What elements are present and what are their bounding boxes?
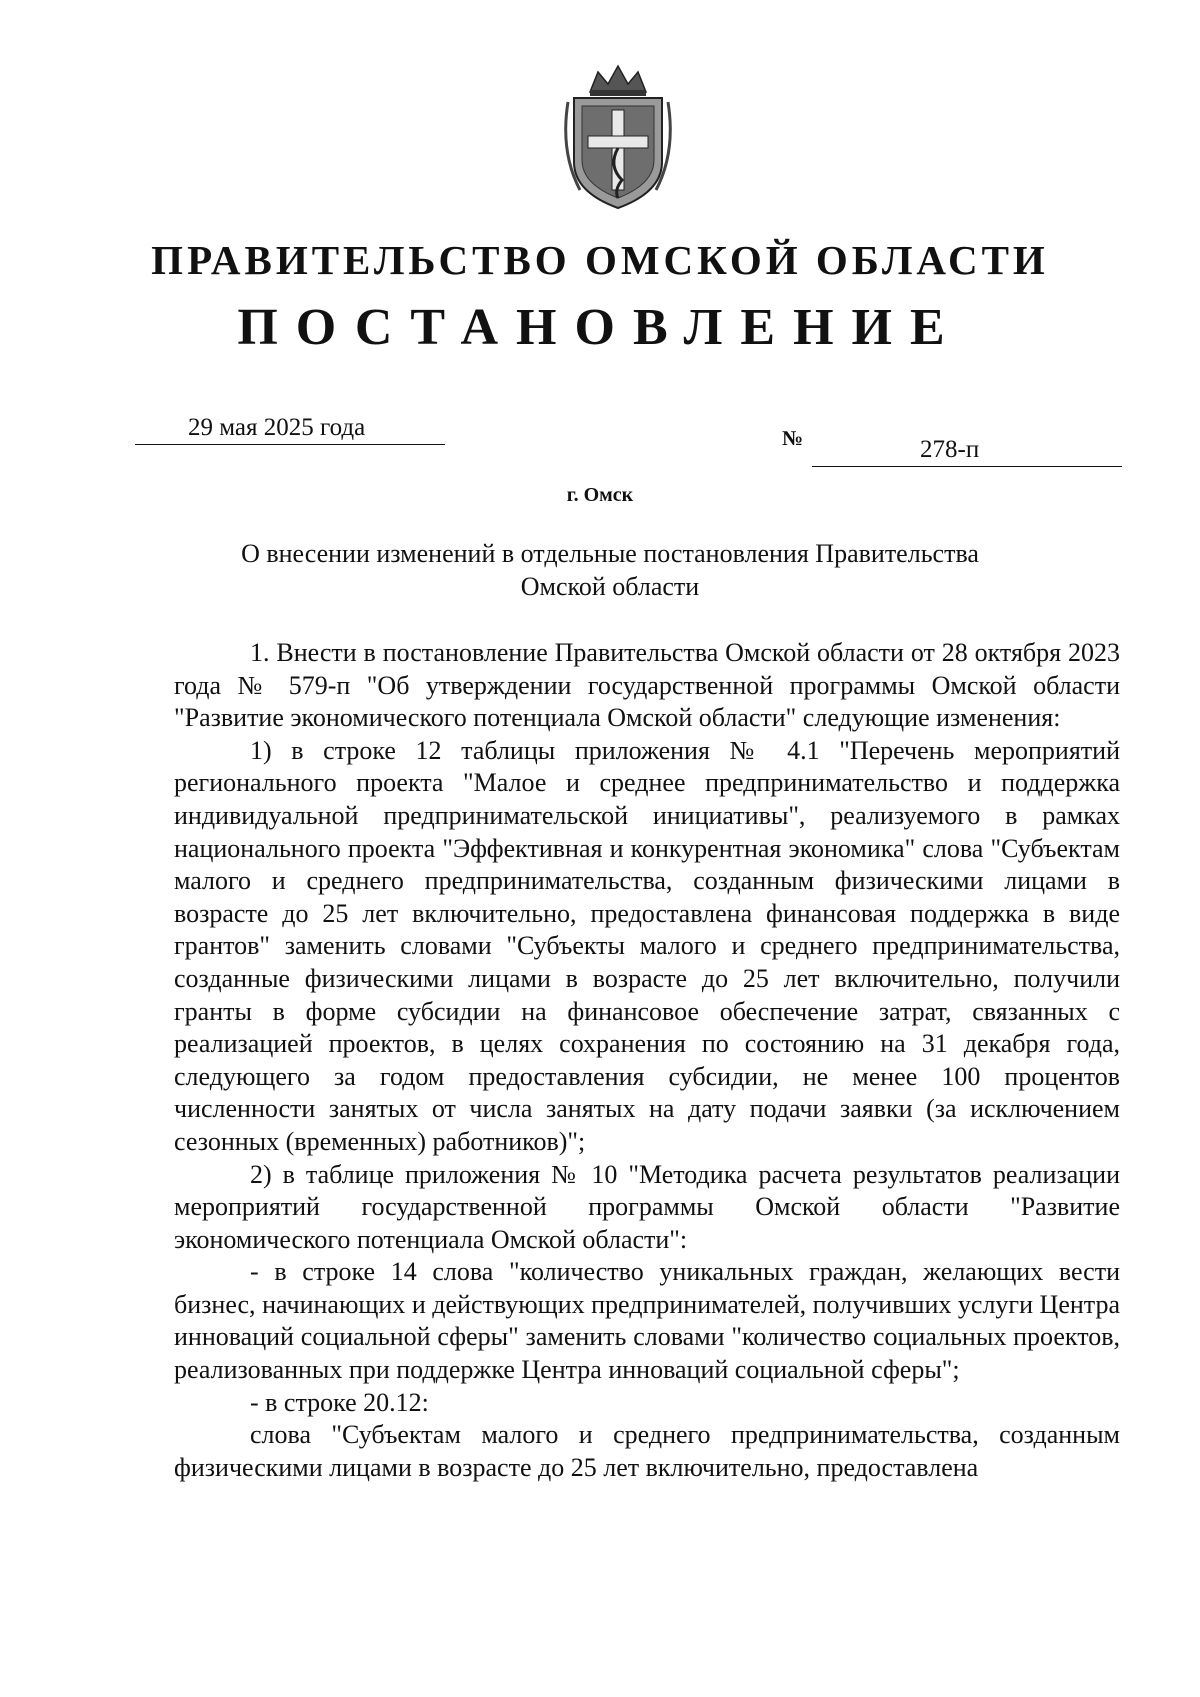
paragraph-5: - в строке 20.12: <box>250 1387 429 1417</box>
paragraph-3: 2) в таблице приложения № 10 "Методика расчета результатов реализации мероприятий государственной программы Омской области "Развитие экономического потенциала Омской области": <box>174 1159 1120 1254</box>
subject-line-2: Омской области <box>520 572 700 601</box>
document-date: 29 мая 2025 года <box>188 414 366 441</box>
number-sign: № <box>782 426 804 450</box>
paragraph-4: - в строке 14 слова "количество уникальных граждан, желающих вести бизнес, начинающих и действующих предпринимателей, получивших услуги Центра инноваций социальной сферы" заменить словами "количество социальных проектов, реализованных при поддержке Центра инноваций социальной сферы"; <box>174 1257 1120 1385</box>
number-underline <box>812 466 1122 467</box>
paragraph-1: 1. Внести в постановление Правительства Омской области от 28 октября 2023 года № 579-п "Об утверждении государственной программы Омской области "Развитие экономического потенциала Омской области" следующие изменения: <box>174 638 1120 733</box>
date-underline <box>135 444 445 445</box>
government-title: ПРАВИТЕЛЬСТВО ОМСКОЙ ОБЛАСТИ <box>151 237 1049 283</box>
paragraph-6: слова "Субъектам малого и среднего предпринимательства, созданным физическими лицами в возрасте до 25 лет включительно, предоставлена <box>174 1420 1120 1482</box>
document-type-title: ПОСТАНОВЛЕНИЕ <box>237 299 963 356</box>
document-number: 278-п <box>920 436 980 463</box>
document-subject <box>170 537 1050 603</box>
coat-of-arms-emblem <box>560 62 676 212</box>
paragraph-2: 1) в строке 12 таблицы приложения № 4.1 "Перечень мероприятий регионального проекта "Малое и среднее предпринимательство и поддержка индивидуальной предпринимательской инициативы", реализуемого в рамках национального проекта "Эффективная и конкурентная экономика" слова "Субъектам малого и среднего предпринимательства, созданным физическими лицами в возрасте до 25 лет включительно, предоставлена финансовая поддержка в виде грантов" заменить словами "Субъекты малого и среднего предпринимательства, созданные физическими лицами в возрасте до 25 лет включительно, получили гранты в форме субсидии на финансовое обеспечение затрат, связанных с реализацией проектов, в целях сохранения по состоянию на 31 декабря года, следующего за годом предоставления субсидии, не менее 100 процентов численности занятых от числа занятых на дату подачи заявки (за исключением сезонных (временных) работников)"; <box>174 735 1120 1156</box>
document-body <box>174 637 1120 1484</box>
document-city: г. Омск <box>566 484 634 506</box>
subject-line-1: О внесении изменений в отдельные постановления Правительства <box>241 539 979 568</box>
